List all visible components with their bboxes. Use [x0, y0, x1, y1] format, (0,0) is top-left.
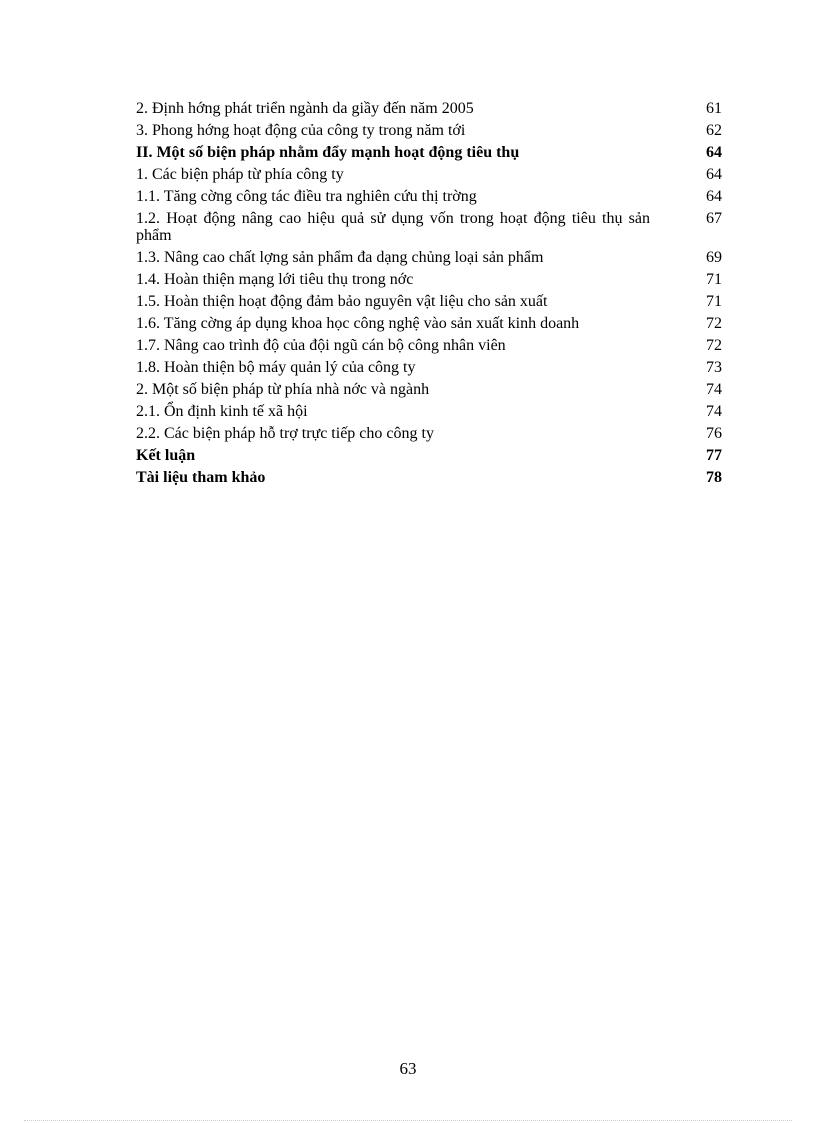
- toc-entry-title: Kết luận: [136, 447, 196, 464]
- toc-entry-page: 67: [706, 210, 722, 227]
- toc-entry-title: 2.1. Ổn định kinh tế xã hội: [136, 403, 308, 420]
- toc-entry-title: 1.7. Nâng cao trình độ của đội ngũ cán bộ công nhân viên: [136, 337, 506, 354]
- toc-entry-page: 72: [706, 315, 722, 332]
- toc-entry: [136, 401, 722, 423]
- toc-entry-title: 1.5. Hoàn thiện hoạt động đảm bảo nguyên vật liệu cho sản xuất: [136, 293, 548, 310]
- toc-entry-title: 1.4. Hoàn thiện mạng lới tiêu thụ trong nớc: [136, 271, 414, 288]
- toc-entry-page: 62: [706, 122, 722, 139]
- toc-entry-page: 64: [706, 166, 722, 183]
- toc-entry-page: 74: [706, 381, 722, 398]
- toc-entry: [136, 98, 722, 120]
- toc-entry: [136, 120, 722, 142]
- toc-entry: [136, 379, 722, 401]
- toc-entry-title: 2. Định hớng phát triển ngành da giầy đến năm 2005: [136, 100, 474, 117]
- toc-section-heading: [136, 445, 722, 467]
- toc-entry: [136, 208, 722, 247]
- toc-entry: [136, 269, 722, 291]
- toc-entry: [136, 291, 722, 313]
- toc-entry-page: 76: [706, 425, 722, 442]
- toc-entry: [136, 423, 722, 445]
- toc-entry: [136, 313, 722, 335]
- toc-entry-title: 1.8. Hoàn thiện bộ máy quản lý của công ty: [136, 359, 416, 376]
- toc-section-heading: [136, 467, 722, 489]
- toc-entry-title: 2. Một số biện pháp từ phía nhà nớc và ngành: [136, 381, 430, 398]
- toc-entry-page: 77: [706, 447, 722, 464]
- toc-entry-page: 72: [706, 337, 722, 354]
- page-bottom-divider: [24, 1120, 792, 1121]
- toc-entry: [136, 186, 722, 208]
- toc-entry-title: II. Một số biện pháp nhằm đẩy mạnh hoạt động tiêu thụ: [136, 144, 520, 161]
- toc-entry: [136, 335, 722, 357]
- toc-entry: [136, 164, 722, 186]
- table-of-contents: [136, 98, 722, 489]
- toc-entry-title: 1.1. Tăng cờng công tác điều tra nghiên cứu thị trờng: [136, 188, 477, 205]
- toc-entry-page: 61: [706, 100, 722, 117]
- toc-entry-page: 71: [706, 271, 722, 288]
- toc-entry-title: 2.2. Các biện pháp hỗ trợ trực tiếp cho công ty: [136, 425, 434, 442]
- toc-entry-page: 64: [706, 188, 722, 205]
- toc-section-heading: [136, 142, 722, 164]
- toc-entry: [136, 357, 722, 379]
- toc-entry: [136, 247, 722, 269]
- toc-entry-title: 1.3. Nâng cao chất lợng sản phẩm đa dạng chủng loại sản phẩm: [136, 249, 544, 266]
- toc-entry-page: 69: [706, 249, 722, 266]
- toc-entry-page: 74: [706, 403, 722, 420]
- toc-entry-title: 1.2. Hoạt động nâng cao hiệu quả sử dụng vốn trong hoạt động tiêu thụ sản phẩm: [136, 210, 650, 244]
- toc-entry-title: Tài liệu tham khảo: [136, 469, 266, 486]
- toc-entry-page: 64: [706, 144, 722, 161]
- toc-entry-title: 1.6. Tăng cờng áp dụng khoa học công nghệ vào sản xuất kinh doanh: [136, 315, 580, 332]
- page-number: 63: [399, 1059, 417, 1078]
- toc-entry-page: 78: [706, 469, 722, 486]
- toc-entry-title: 3. Phong hớng hoạt động của công ty trong năm tới: [136, 122, 466, 139]
- toc-entry-title: 1. Các biện pháp từ phía công ty: [136, 166, 344, 183]
- toc-entry-page: 71: [706, 293, 722, 310]
- toc-entry-page: 73: [706, 359, 722, 376]
